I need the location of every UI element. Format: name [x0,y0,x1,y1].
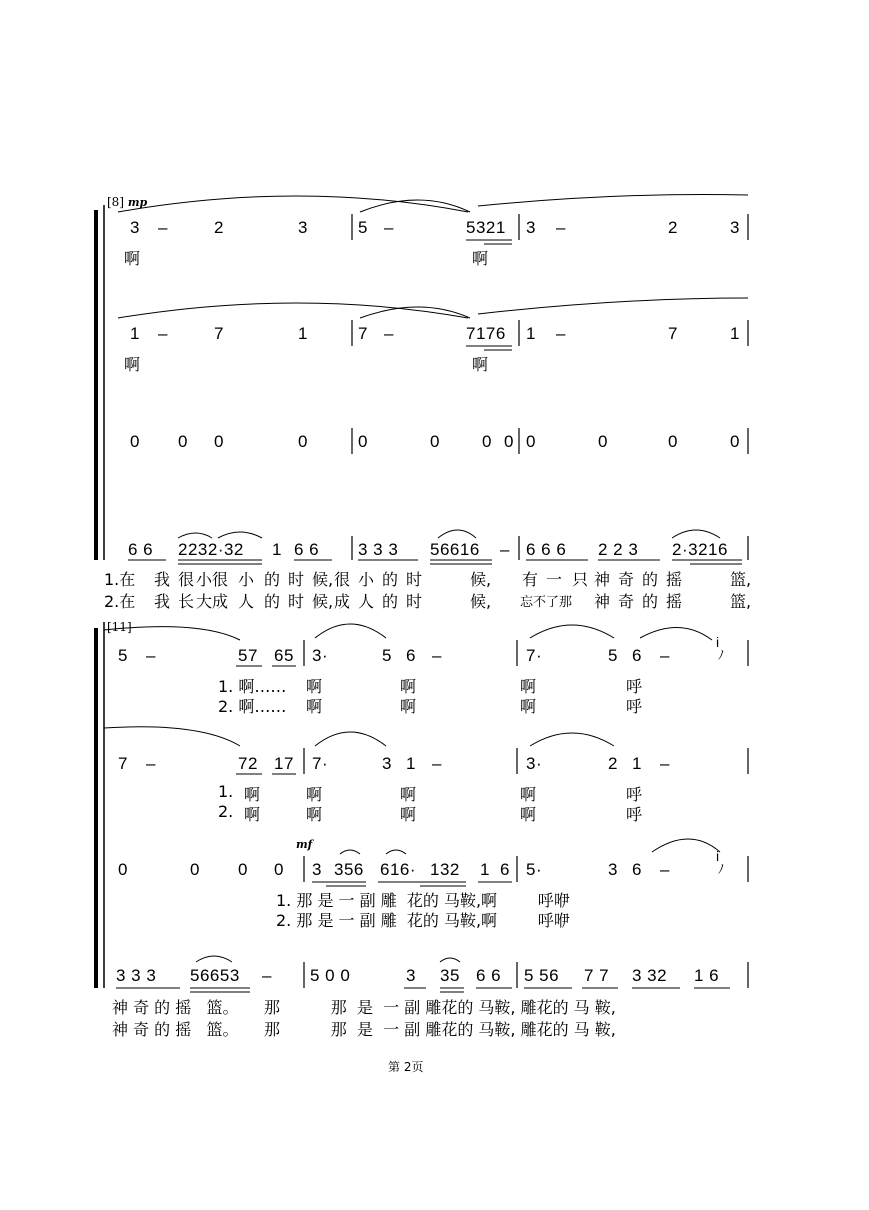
lyric: 成 [334,592,351,611]
lyric: 篮, [730,592,752,611]
note-group: 56616 [430,540,480,559]
breath-mark: ﾉ [718,648,725,662]
note-group: 3 32 [632,966,668,985]
note: 5321 [466,218,506,237]
note: 616· [380,860,417,879]
lyric: 啊 [472,355,489,374]
note: 6 [500,860,510,879]
note-group: 7 7 [584,966,610,985]
note: 5 [358,218,368,237]
lyric: 啊 [520,785,537,804]
lyric: 啊 [306,697,323,716]
lyric: 呼 [626,805,643,824]
note-group: 6 6 6 [526,540,567,559]
note: 3· [312,646,329,665]
lyric: 很 [178,570,195,589]
lyric: 很 [334,570,351,589]
note-group: 3 3 3 [358,540,399,559]
note: 1 [130,324,140,343]
note: 2 [214,218,224,237]
note-group: 2 2 3 [598,540,639,559]
note: 6 [632,646,642,665]
note-group: 2·3216 [672,540,728,559]
rest: 0 [130,432,140,451]
note-group: 35 [440,966,460,985]
lyric: 啊 [124,355,141,374]
note: 7 [118,754,128,773]
note: 3 [730,218,740,237]
lyric: 摇 [666,592,683,611]
lyric: 只 [572,570,589,589]
lyric: 小 [196,570,213,589]
note: – [384,324,394,343]
lyric: 神 [594,592,611,611]
note-group: 5 0 0 [310,966,351,985]
note-group: 1 6 [694,966,720,985]
lyric-line: 1. 那 是 一 副 雕 花的 马鞍,啊 呼咿 [276,891,570,910]
note: 5 [608,646,618,665]
note-group: 3 [406,966,416,985]
note: 3 [312,860,322,879]
lyric: 时 [406,570,423,589]
note: 3 [298,218,308,237]
system1-beams [128,240,742,564]
lyric: 啊 [244,785,261,804]
lyric: 1. [218,782,234,801]
note: 72 [238,754,258,773]
lyric-line: 神 奇 的 摇 篮。 那 那 是 一 副 雕花的 马鞍, 雕花的 马 鞍, [112,998,616,1017]
lyric: 啊 [472,249,489,268]
lyric: 啊 [520,677,537,696]
lyric: 候, [470,570,492,589]
note: 1 [480,860,490,879]
note: – [146,646,156,665]
note-group: 2232·32 [178,540,244,559]
rest: 0 [358,432,368,451]
lyric: 成 [212,592,229,611]
note: 65 [274,646,294,665]
lyric: 呼 [626,697,643,716]
note: 7 [358,324,368,343]
lyric: 的 [264,592,281,611]
lyric: 人 [238,592,255,611]
note: – [158,218,168,237]
note: 5 [382,646,392,665]
lyric: 啊 [306,677,323,696]
note-group: 1 [272,540,282,559]
note: 2 [668,218,678,237]
note: 1 [298,324,308,343]
note: 1 [730,324,740,343]
lyric: 时 [406,592,423,611]
lyric: 1.在 [104,570,136,589]
lyric: 啊 [400,805,417,824]
note: 132 [430,860,460,879]
note: 3 [526,218,536,237]
lyric: 人 [358,592,375,611]
rest: 0 [190,860,200,879]
note: 1 [406,754,416,773]
lyric: 候, [312,570,334,589]
lyric: 我 [154,570,171,589]
note-group: – [262,966,272,985]
lyric: 奇 [618,570,635,589]
lyric: 小 [358,570,375,589]
rest: 0 [504,432,514,451]
note-group: 6 6 [294,540,320,559]
lyric: 啊 [124,249,141,268]
note: – [384,218,394,237]
lyric: 长 [178,592,195,611]
lyric: 啊 [520,805,537,824]
rest: 0 [526,432,536,451]
rest: 0 [730,432,740,451]
lyric-line: 神 奇 的 摇 篮。 那 那 是 一 副 雕花的 马鞍, 雕花的 马 鞍, [112,1020,616,1039]
rest: 0 [178,432,188,451]
lyric: 啊 [306,805,323,824]
note: 5 [118,646,128,665]
rehearsal-mark-11: [11] [107,620,132,634]
lyric: 啊 [400,697,417,716]
lyric: 时 [288,570,305,589]
lyric: 啊 [306,785,323,804]
note: – [432,646,442,665]
lyric: 呼 [626,677,643,696]
rest: 0 [598,432,608,451]
breath-mark: ﾉ [718,862,725,876]
lyric: 大 [196,592,213,611]
lyric: 一 [546,570,563,589]
note: 7 [668,324,678,343]
note: – [556,324,566,343]
lyric: 啊 [520,697,537,716]
note: – [556,218,566,237]
note: – [432,754,442,773]
lyric: 我 [154,592,171,611]
note-group: 6 6 [128,540,154,559]
lyric: 的 [642,570,659,589]
lyric: 候, [312,592,334,611]
note: 356 [334,860,364,879]
note: – [660,754,670,773]
lyric: 2.在 [104,592,136,611]
lyric: 候, [470,592,492,611]
note: 3 [382,754,392,773]
lyric: 篮, [730,570,752,589]
note: 3 [130,218,140,237]
rest: 0 [118,860,128,879]
rest: 0 [298,432,308,451]
lyric: 神 [594,570,611,589]
note: 3· [526,754,543,773]
note: 3 [608,860,618,879]
note: 57 [238,646,258,665]
note: – [158,324,168,343]
lyric: 摇 [666,570,683,589]
note-group: 5 56 [524,966,560,985]
note: – [146,754,156,773]
note: 5· [526,860,543,879]
rest: 0 [430,432,440,451]
note: – [660,860,670,879]
lyric: 奇 [618,592,635,611]
lyric-line: 2. 那 是 一 副 雕 花的 马鞍,啊 呼咿 [276,911,570,930]
note: 1 [526,324,536,343]
lyric: 呼 [626,785,643,804]
lyric: 时 [288,592,305,611]
dynamic-mf: mf [296,838,313,851]
lyric: 2. [218,802,234,821]
lyric: 1. 啊…… [218,677,287,696]
rest: 0 [214,432,224,451]
note-group: – [500,540,510,559]
rest: 0 [274,860,284,879]
lyric: 啊 [244,805,261,824]
note-group: 3 3 3 [116,966,157,985]
note-group: 6 6 [476,966,502,985]
note: 7176 [466,324,506,343]
lyric: 的 [382,570,399,589]
lyric: 2. 啊…… [218,697,287,716]
lyric: 啊 [400,677,417,696]
rehearsal-mark-8: [8] mp [107,195,148,209]
lyric: 的 [382,592,399,611]
system1-slurs [118,194,748,538]
lyric: 很 [212,570,229,589]
note: 2 [608,754,618,773]
lyric: 的 [642,592,659,611]
note: 1 [632,754,642,773]
rest: 0 [668,432,678,451]
lyric: 的 [264,570,281,589]
note: 17 [274,754,294,773]
note: 7· [312,754,329,773]
page-number: 第 2页 [388,1060,424,1074]
note: 6 [406,646,416,665]
note: 6 [632,860,642,879]
lyric: 小 [238,570,255,589]
rest: 0 [482,432,492,451]
note-group: 56653 [190,966,240,985]
system1-barlines [352,214,748,560]
note: 7 [214,324,224,343]
lyric: 啊 [400,785,417,804]
lyric: 有 [522,570,539,589]
rest: 0 [238,860,248,879]
note: 7· [526,646,543,665]
note-high: i [716,848,720,864]
lyric: 忘不了那 [520,595,573,610]
note: – [660,646,670,665]
note-high: i [716,634,720,650]
